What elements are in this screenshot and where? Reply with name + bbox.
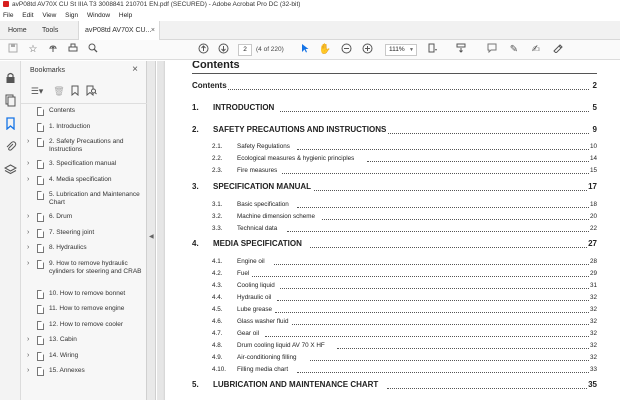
bookmark-page-icon [37, 290, 44, 299]
toc-entry-number: 2.2. [212, 155, 223, 162]
bookmark-item[interactable] [21, 336, 147, 352]
toc-entry-number: 2.3. [212, 167, 223, 174]
tab-tools[interactable]: Tools [42, 27, 59, 34]
bookmark-page-icon [37, 352, 44, 361]
bookmarks-icon[interactable] [4, 117, 17, 130]
toc-entry-page: 2 [592, 81, 597, 90]
bookmark-label: 15. Annexes [49, 367, 85, 374]
next-page-icon[interactable] [216, 43, 230, 57]
toc-entry-title: Engine oil [237, 258, 265, 265]
toc-entry-number: 4.10. [212, 366, 227, 373]
leader-dots [277, 294, 589, 301]
bookmark-label: 10. How to remove bonnet [49, 289, 126, 297]
leader-dots [322, 213, 589, 220]
leader-dots [228, 81, 589, 90]
page-number-input[interactable]: 2 [238, 44, 252, 56]
lock-icon[interactable] [4, 71, 17, 84]
toc-entry-title: Air-conditioning filling [237, 354, 297, 361]
scroll-mode-icon[interactable] [454, 43, 468, 57]
leader-dots [280, 103, 589, 112]
leader-dots [274, 258, 589, 265]
toc-entry-page: 9 [592, 125, 597, 134]
acrobat-logo-icon [3, 1, 9, 7]
chevron-right-icon[interactable]: › [27, 259, 30, 267]
chevron-right-icon[interactable]: › [27, 367, 30, 374]
toc-entry-page: 29 [589, 270, 597, 277]
bookmark-page-icon [37, 213, 44, 222]
bookmark-item[interactable] [21, 160, 147, 176]
bookmark-item[interactable] [21, 107, 147, 123]
toc-entry-page: 32 [589, 342, 597, 349]
bookmarks-toolbar [27, 85, 137, 99]
heading-rule [192, 73, 597, 74]
menu-bar [0, 10, 620, 21]
upload-icon[interactable] [46, 43, 60, 57]
toc-entry-title: SPECIFICATION MANUAL [213, 182, 312, 191]
page-display-icon[interactable] [426, 43, 440, 57]
toc-entry-page: 27 [588, 239, 597, 248]
toc-entry-title: Hydraulic oil [237, 294, 272, 301]
tab-document-label: avP08td AV70X CU... [85, 27, 152, 34]
sign-icon[interactable] [551, 43, 565, 57]
bookmark-label: 9. How to remove hydraulic cylinders for steering and CRAB [49, 259, 142, 275]
bookmark-page-icon [37, 321, 44, 330]
zoom-select[interactable] [385, 44, 417, 56]
bookmark-page-icon [37, 229, 44, 238]
select-cursor-icon[interactable] [298, 43, 312, 57]
chevron-right-icon[interactable]: › [27, 175, 30, 183]
leader-dots [297, 366, 589, 373]
bookmark-item[interactable] [21, 123, 147, 139]
bookmark-item[interactable] [21, 213, 147, 229]
panel-divider [21, 103, 147, 104]
bookmark-label: 1. Introduction [49, 122, 91, 130]
attachments-icon[interactable] [4, 140, 17, 153]
leader-dots [252, 270, 589, 277]
bookmark-page-icon [37, 176, 44, 185]
toolbar [0, 40, 620, 60]
toc-entry-title: Basic specification [237, 201, 289, 208]
toc-entry-number: 2.1. [212, 143, 223, 150]
leader-dots [280, 282, 589, 289]
toc-entry-title: Glass washer fluid [237, 318, 289, 325]
toc-entry-page: 14 [589, 155, 597, 162]
bookmark-page-icon [37, 138, 44, 147]
draw-icon[interactable]: ✍ [531, 44, 541, 55]
bookmark-item[interactable] [21, 367, 147, 383]
document-viewport[interactable] [157, 61, 620, 400]
toc-entry-page: 10 [589, 143, 597, 150]
menu-help[interactable]: Help [118, 12, 133, 19]
collapse-panel-icon[interactable]: ◀ [149, 234, 154, 240]
title-bar [0, 0, 620, 10]
bookmark-page-icon [37, 123, 44, 132]
bookmark-page-icon [37, 191, 44, 200]
leader-dots [367, 155, 589, 162]
leader-dots [387, 380, 589, 389]
close-tab-icon[interactable]: × [150, 27, 155, 34]
bookmark-page-icon [37, 367, 44, 376]
bookmark-item[interactable] [21, 244, 147, 260]
toc-entry-title: Filling media chart [237, 366, 289, 373]
menu-window[interactable]: Window [86, 12, 111, 19]
menu-edit[interactable]: Edit [22, 12, 34, 19]
toc-entry-title: MEDIA SPECIFICATION [213, 239, 302, 248]
bookmark-page-icon [37, 244, 44, 253]
search-icon[interactable] [86, 43, 100, 57]
toc-entry-title: LUBRICATION AND MAINTENANCE CHART [213, 380, 379, 389]
bookmark-item[interactable] [21, 229, 147, 245]
zoom-in-icon[interactable] [360, 43, 374, 57]
toc-entry-title: Machine dimension scheme [237, 213, 316, 220]
toc-entry-number: 3. [192, 182, 199, 191]
toc-entry-number: 4.4. [212, 294, 223, 301]
bookmark-list [21, 107, 147, 383]
bookmark-label: 4. Media specification [49, 175, 112, 183]
bookmark-page-icon [37, 107, 44, 116]
toc-entry-title: Fuel [237, 270, 250, 277]
page-thumbnails-icon[interactable] [4, 94, 17, 107]
toc-entry-number: 4.2. [212, 270, 223, 277]
tab-document[interactable] [78, 21, 160, 40]
toc-entry-number: 4.9. [212, 354, 223, 361]
bookmark-label: Contents [49, 107, 76, 114]
toc-entry-page: 32 [589, 294, 597, 301]
toc-entry-page: 17 [588, 182, 597, 191]
toc-entry-number: 4. [192, 239, 199, 248]
panel-title: Bookmarks [30, 67, 66, 74]
left-rail [0, 61, 21, 400]
bookmark-item[interactable] [21, 260, 147, 290]
previous-page-icon[interactable] [196, 43, 210, 57]
highlight-pen-icon[interactable]: ✎ [509, 44, 519, 55]
bookmark-label: 2. Safety Precautions and Instructions [49, 138, 124, 153]
leader-dots [275, 306, 589, 313]
bookmark-label: 6. Drum [49, 213, 73, 220]
toc-entry-page: 18 [589, 201, 597, 208]
toc-entry-title: Fire measures [237, 167, 278, 174]
chevron-right-icon[interactable]: › [27, 244, 30, 251]
bookmark-label: 7. Steering joint [49, 228, 95, 236]
toc-entry-title: Cooling liquid [237, 282, 275, 289]
close-icon[interactable]: × [132, 64, 138, 75]
chevron-right-icon[interactable]: › [27, 351, 30, 359]
toc-entry-number: 5. [192, 380, 199, 389]
leader-dots [287, 225, 589, 232]
toc-entry-page: 20 [589, 213, 597, 220]
comment-icon[interactable] [485, 43, 499, 57]
page-count: (4 of 220) [256, 46, 284, 53]
bookmark-item[interactable] [21, 191, 147, 213]
bookmark-item[interactable] [21, 176, 147, 192]
bookmark-star-icon[interactable]: ☆ [28, 44, 38, 55]
toc-entry-title: Contents [192, 81, 227, 90]
toc-entry-title: Gear oil [237, 330, 260, 337]
toc-entry-number: 3.1. [212, 201, 223, 208]
leader-dots [297, 201, 589, 208]
menu-file[interactable]: File [3, 12, 14, 19]
toc-entry-page: 5 [592, 103, 597, 112]
save-icon[interactable] [6, 43, 20, 57]
toc-entry-title: INTRODUCTION [213, 103, 275, 112]
chevron-down-icon: ▼ [409, 47, 414, 53]
toc-entry-page: 33 [589, 366, 597, 373]
bookmark-label: 11. How to remove engine [49, 305, 125, 312]
bookmark-item[interactable] [21, 290, 147, 306]
bookmark-label: 8. Hydraulics [49, 244, 87, 251]
toc-entry-page: 32 [589, 330, 597, 337]
toc-entry-page: 28 [589, 258, 597, 265]
leader-dots [310, 354, 589, 361]
toc-entry-title: Ecological measures & hygienic principles [237, 155, 355, 162]
pdf-page [165, 61, 620, 400]
page-heading: Contents [192, 61, 240, 71]
toc-entry-page: 32 [589, 354, 597, 361]
bookmarks-panel [21, 61, 147, 400]
toc-entry-number: 1. [192, 103, 199, 112]
toc-entry-page: 32 [589, 306, 597, 313]
bookmark-item[interactable] [21, 305, 147, 321]
leader-dots [282, 167, 589, 174]
toc-entry-number: 4.6. [212, 318, 223, 325]
toc-entry-page: 22 [589, 225, 597, 232]
layers-icon[interactable] [4, 163, 17, 176]
leader-dots [292, 318, 589, 325]
toc-entry-page: 35 [588, 380, 597, 389]
chevron-right-icon[interactable]: › [27, 228, 30, 236]
leader-dots [265, 330, 589, 337]
menu-view[interactable]: View [42, 12, 57, 19]
bookmark-label: 5. Lubrication and Maintenance Chart [49, 191, 140, 206]
toc-entry-page: 31 [589, 282, 597, 289]
leader-dots [314, 182, 589, 191]
hand-tool-icon[interactable]: ✋ [318, 44, 332, 55]
toc-entry-title: Safety Regulations [237, 143, 290, 150]
toc-entry-page: 15 [589, 167, 597, 174]
toc-entry-number: 4.7. [212, 330, 223, 337]
bookmark-page-icon [37, 160, 44, 169]
bookmark-item[interactable] [21, 321, 147, 337]
toc-entry-number: 3.2. [212, 213, 223, 220]
bookmark-page-icon [37, 260, 44, 269]
bookmark-item[interactable] [21, 352, 147, 368]
toc-entry-page: 32 [589, 318, 597, 325]
panel-splitter[interactable] [147, 61, 156, 400]
toc-entry-title: Technical data [237, 225, 278, 232]
bookmark-page-icon [37, 336, 44, 345]
toc-entry-number: 4.5. [212, 306, 223, 313]
toc-entry-title: SAFETY PRECAUTIONS AND INSTRUCTIONS [213, 125, 387, 134]
toc-entry-number: 4.1. [212, 258, 223, 265]
leader-dots [337, 342, 589, 349]
menu-sign[interactable]: Sign [65, 12, 79, 19]
bookmark-label: 14. Wiring [49, 351, 79, 359]
toc-entry-title: Drum cooling liquid AV 70 X HF [237, 342, 325, 349]
zoom-out-icon[interactable] [339, 43, 353, 57]
toc-entry-number: 4.3. [212, 282, 223, 289]
leader-dots [310, 239, 589, 248]
tab-home[interactable]: Home [8, 27, 27, 34]
leader-dots [297, 143, 589, 150]
chevron-right-icon[interactable]: › [27, 160, 30, 167]
new-bookmark-icon[interactable] [69, 85, 81, 97]
toc-entry-number: 3.3. [212, 225, 223, 232]
chevron-right-icon[interactable]: › [27, 213, 30, 220]
delete-icon[interactable]: 🗑 [53, 86, 65, 96]
bookmark-label: 3. Specification manual [49, 160, 117, 167]
chevron-right-icon[interactable]: › [27, 138, 30, 145]
bookmark-label: 13. Cabin [49, 336, 77, 343]
window-title: avP08td AV70X CU St IIIA T3 3008841 210701 EN.pdf (SECURED) - Adobe Acrobat Pro DC (32-bit) [12, 1, 301, 8]
options-menu-icon[interactable]: ☰▾ [30, 86, 44, 96]
print-icon[interactable] [66, 43, 80, 57]
toc-entry-number: 4.8. [212, 342, 223, 349]
bookmark-label: 12. How to remove cooler [49, 320, 124, 328]
chevron-right-icon[interactable]: › [27, 336, 30, 343]
leader-dots [388, 125, 589, 134]
zoom-value: 111% [389, 46, 405, 53]
toc-entry-title: Lube grease [237, 306, 273, 313]
bookmark-page-icon [37, 305, 44, 314]
bookmark-item[interactable] [21, 138, 147, 160]
tab-bar [0, 21, 620, 40]
find-bookmark-icon[interactable] [85, 85, 97, 97]
toc-entry-number: 2. [192, 125, 199, 134]
